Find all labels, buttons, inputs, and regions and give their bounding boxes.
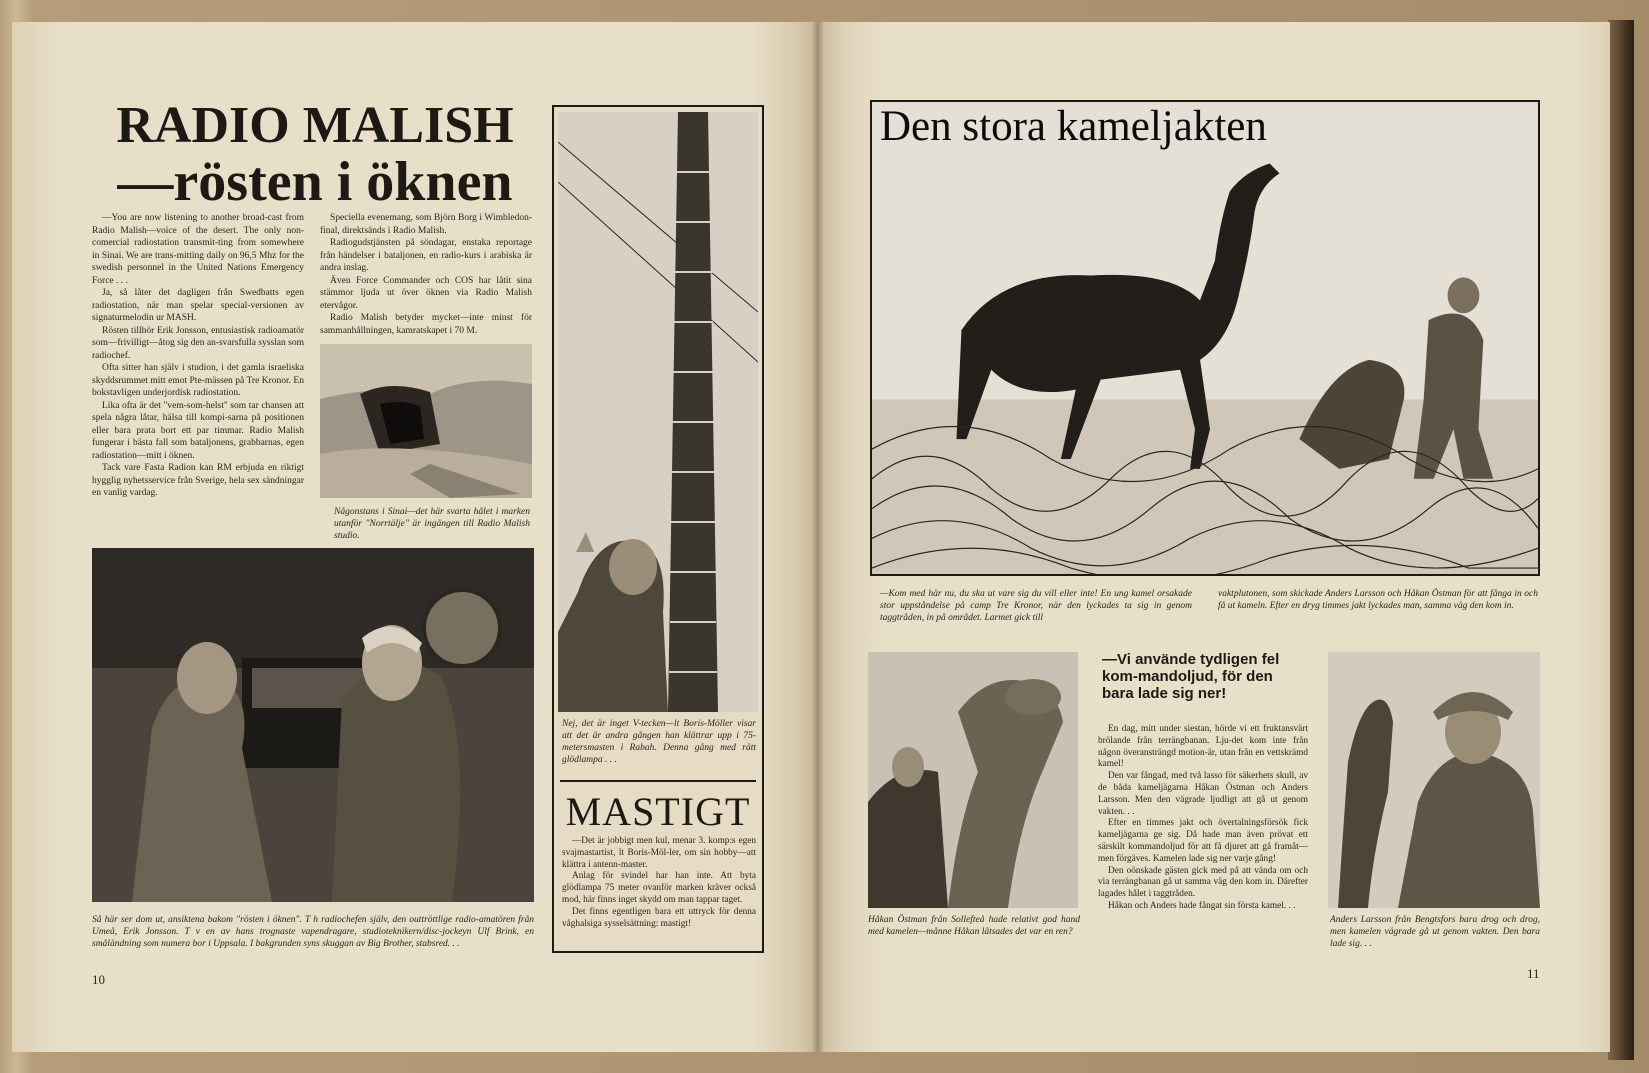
paragraph: Ja, så låter det dagligen från Swedbatts egen radiostation, när man spelar special-versionen av signaturmelodin ur MASH. (92, 288, 304, 323)
bunker-photo (320, 344, 532, 498)
paragraph: Rösten tillhör Erik Jonsson, entusiastisk radioamatör som—frivilligt—åtog sig den an-svarsfulla sysslan som radiochef. (92, 325, 304, 361)
studio-photo (92, 548, 534, 902)
paragraph: Den oönskade gästen gick med på att vända om och via terrängbanan gå ut samma väg den kom in. Därefter lagades hålet i taggtråden. (1098, 865, 1308, 900)
page-number-left: 10 (92, 972, 105, 987)
anders-camel-photo (1328, 652, 1540, 908)
book-spine (812, 22, 824, 1052)
headline-line1: RADIO MALISH (116, 97, 514, 154)
hero-caption-left: —Kom med här nu, du ska ut vare sig du vill eller inte! En ung kamel orsakade stor uppståndelse på camp Tre Kronor, när den lyckades ta sig in genom taggtråden, in på området. Larmet gick till (880, 589, 1192, 623)
article-column-2 (320, 212, 532, 337)
mastigt-body (562, 836, 756, 930)
hakan-camel-photo (868, 652, 1078, 908)
paragraph: Radiogudstjänsten på söndagar, enstaka reportage från händelser i bataljonen, en radio-kurs i arabiska är andra inslag. (320, 238, 532, 273)
paragraph: Radio Malish betyder mycket—inte minst för sammanhållningen, kamratskapet i 70 M. (320, 313, 532, 336)
paragraph: —Det är jobbigt men kul, menar 3. komp:s egen svajmastartist, lt Boris-Möl-ler, om sin hobby—att klättra i antenn-master. (562, 836, 756, 870)
mastigt-title: MASTIGT (560, 780, 756, 835)
paragraph: Det finns egentligen bara ett uttryck för denna våghalsiga sysselsättning: mastigt! (562, 906, 756, 929)
article-column-1 (92, 212, 304, 500)
paragraph: Håkan och Anders hade fångat sin första kamel. . . (1108, 900, 1296, 911)
paragraph: Anlag för svindel har han inte. Att byta glödlampa 75 meter ovanför marken kräver också mod, här finns inget skydd om man tappar taget. (562, 871, 756, 905)
book-edge (1608, 20, 1634, 1060)
paragraph: Den var fångad, med två lasso för säkerhets skull, av de båda kameljägarna Håkan Östman och Anders Larsson. Men den vägrade ljudligt att gå ut genom vakten. . . (1098, 771, 1308, 817)
camel-hunt-headline: Den stora kameljakten (880, 103, 1267, 150)
mast-photo (558, 112, 758, 712)
paragraph: En dag, mitt under siestan, hörde vi ett fruktansvärt brölande från terrängbanan. Lju-det kom inte från någon överansträngd motion-är, utan från en vettskrämd kamel! (1098, 724, 1308, 770)
anders-caption: Anders Larsson från Bengtsfors bara drog och drog, men kamelen vägrade gå ut genom vakten. Den bara lade sig. . . (1330, 915, 1540, 949)
hakan-caption: Håkan Östman från Sollefteå hade relativt god hand med kamelen—månne Håkan låtsades det var en ren? (868, 915, 1080, 937)
studio-caption: Så här ser dom ut, ansiktena bakom "rösten i öknen". T h radiochefen själv, den outtröttlige radio-amatören från Umeå, Erik Jonsson. T v en av hans trognaste vapendragare, studioteknikern/disc-jockeyn Ulf Brink, en småländning som numera bor i Uppsala. I bakgrunden syns skuggan av Big Brother, stabsred. . . (92, 915, 534, 949)
paragraph: —You are now listening to another broad-cast from Radio Malish—voice of the desert. The only non-comercial radiostation transmit-ting from somewhere in Sinai. We are trans-mitting daily on 96,5 Mhz for the swedish personnel in the United Nations Emergency Force . . . (92, 213, 304, 286)
paragraph: Speciella evenemang, som Björn Borg i Wimbledon-final, direktsänds i Radio Malish. (320, 213, 532, 236)
headline-line2: —rösten i öknen (117, 151, 513, 213)
page-number-right: 11 (1527, 966, 1540, 981)
camel-hero-photo (870, 100, 1540, 576)
paragraph: Även Force Commander och COS har låtit sina stämmor ljuda ut över öknen via Radio Malish etervågor. (320, 275, 532, 311)
radio-malish-headline (100, 97, 530, 213)
camel-story (1098, 724, 1308, 913)
hero-caption-right: vaktplutonen, som skickade Anders Larsson och Håkan Östman för att fånga in och få ut kameln. Efter en dryg timmes jakt lyckades man, samma väg den kom in. (1218, 589, 1538, 611)
bunker-caption: Någonstans i Sinai—det här svarta hålet i marken utanför "Norrtälje" är ingången till Radio Malish studio. (334, 507, 530, 541)
paragraph: Efter en timmes jakt och övertalningsförsök fick kameljägarna ge sig. Då hade man även prövat ett särskilt kommandoljud för att få djuret att gå framåt—men förgäves. Kamelen lade sig ner varje gång! (1098, 818, 1308, 864)
paragraph: Ofta sitter han själv i studion, i det gamla israeliska skyddsrummet mitt emot Pte-mässen på Tre Kronor. En bokstavligen underjordisk radiostation. (92, 363, 304, 398)
mast-caption: Nej, det är inget V-tecken—lt Boris-Möller visar att det är andra gången han klättrar upp i 75-metersmasten i Rabah. Denna gång med rätt glödlampa . . . (562, 719, 756, 765)
paragraph: Tack vare Fasta Radion kan RM erbjuda en riktigt hygglig nyhetsservice från Sverige, hela sex sändningar en vanlig vardag. (92, 463, 304, 498)
quote-headline: —Vi använde tydligen fel kom-mandoljud, för den bara lade sig ner! (1102, 651, 1280, 702)
paragraph: Lika ofta är det "vem-som-helst" som tar chansen att spela några låtar, hälsa till kompi-sarna på positionen eller bara prata bort ett par timmar. Radio Malish fungerar i bästa fall som bataljonens, grabbarnas, egen radiostation—mitt i öknen. (92, 400, 304, 461)
